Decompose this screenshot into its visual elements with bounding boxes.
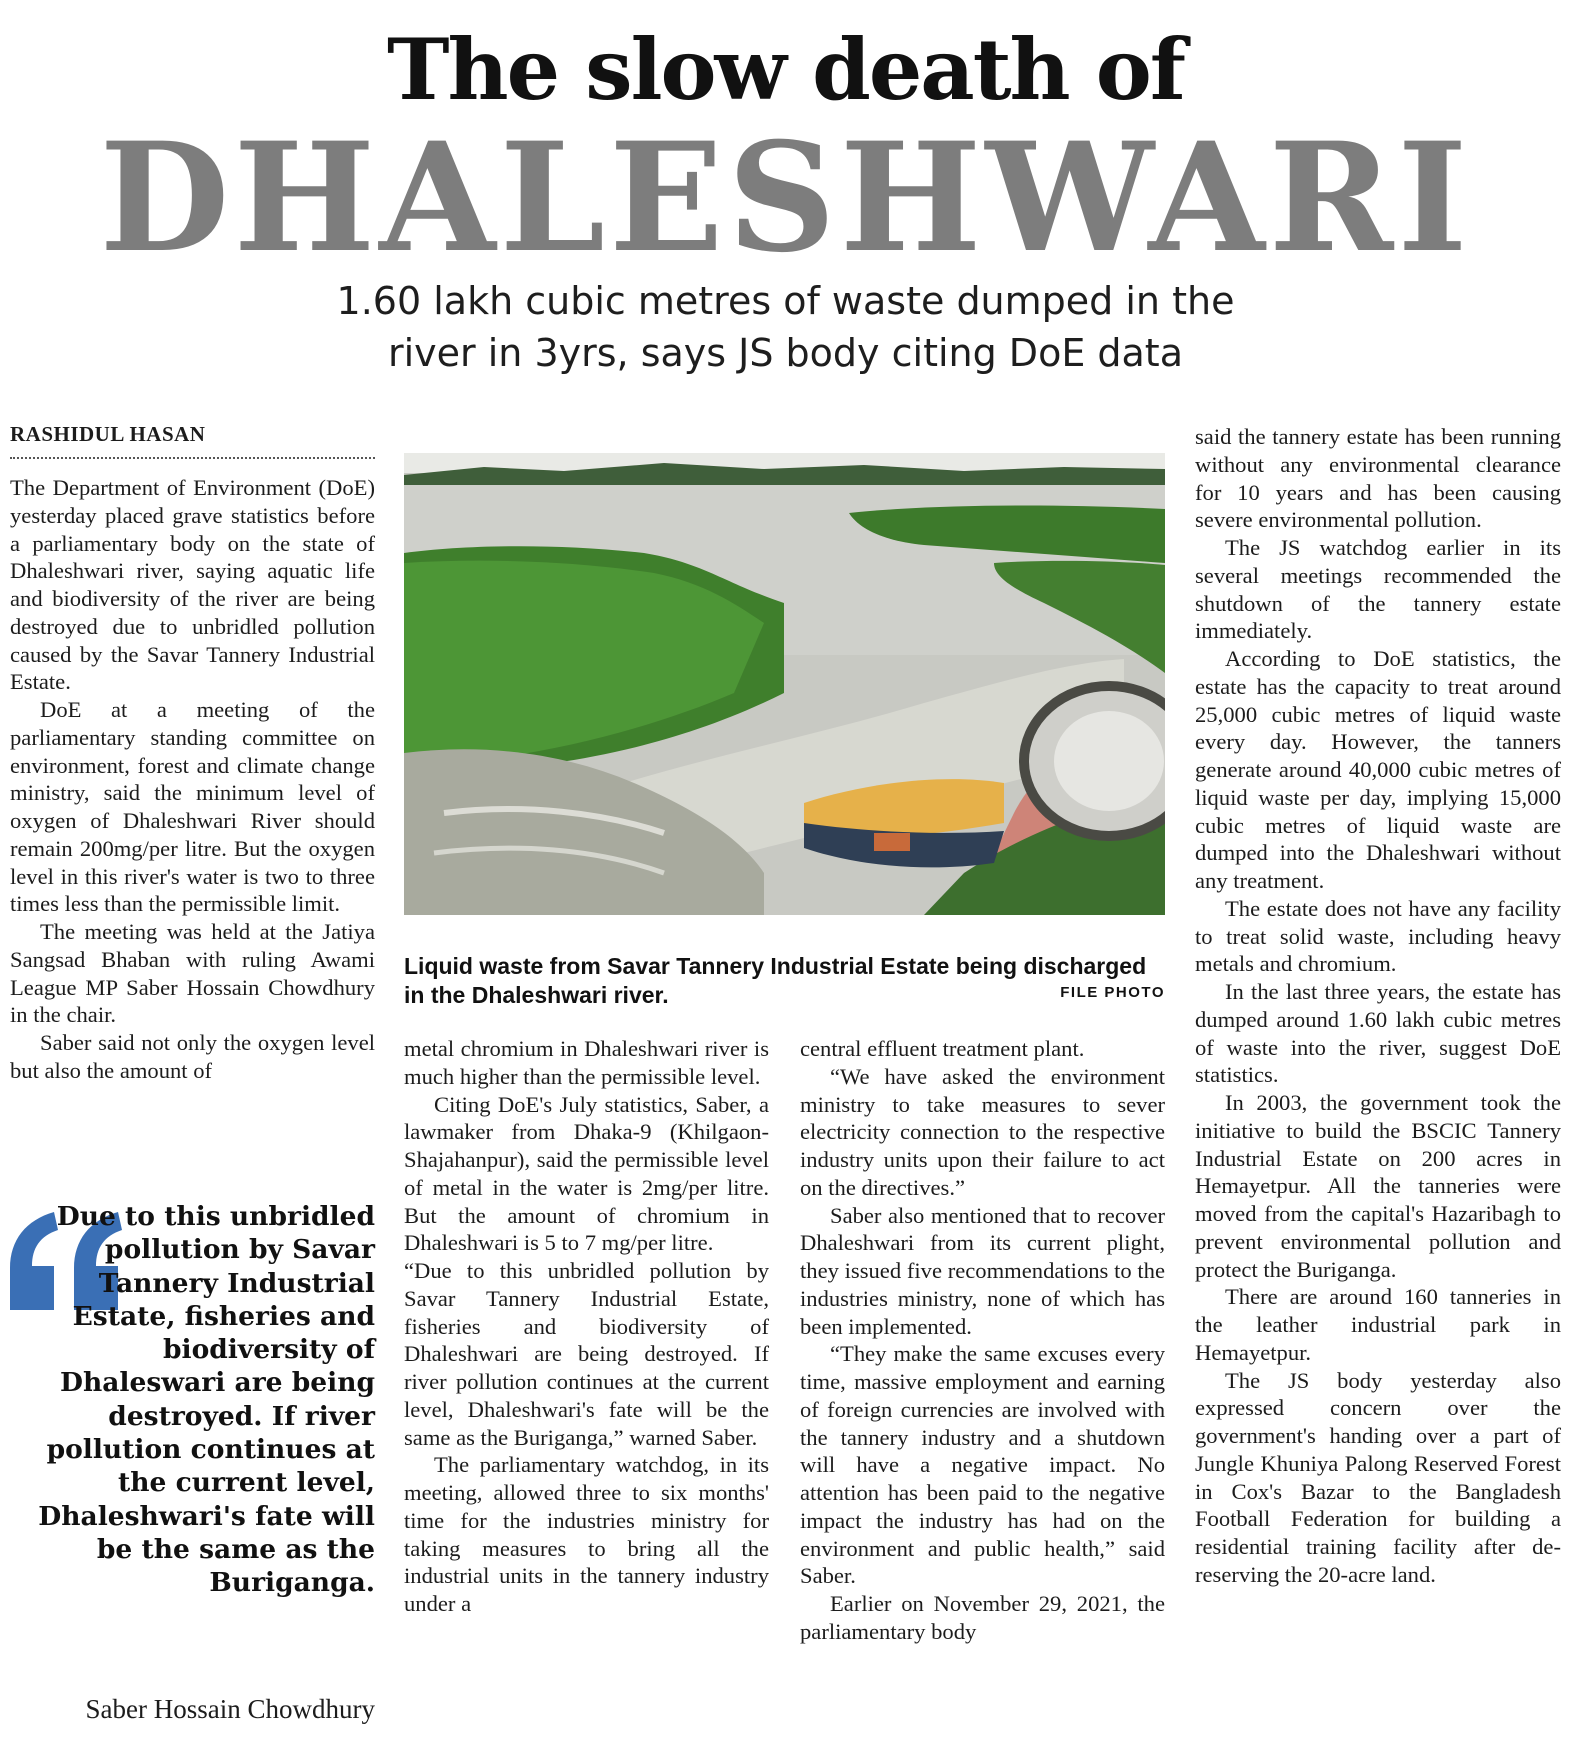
pull-quote-attribution: Saber Hossain Chowdhury [85, 1694, 375, 1724]
headline-main: DHALESHWARI [99, 110, 1472, 286]
paragraph: Saber said not only the oxygen level but also the amount of [10, 1030, 375, 1083]
paragraph: There are around 160 tanneries in the leather industrial park in Hemayetpur. [1195, 1284, 1561, 1365]
paragraph: “Due to this unbridled pollution by Savar Tannery Industrial Estate, fisheries and biodiversity of Dhaleshwari are being destroyed. If river pollution continues at the current level, Dhaleshwari's fate will be the same as the Buriganga,” warned Saber. [404, 1258, 769, 1450]
paragraph: Citing DoE's July statistics, Saber, a lawmaker from Dhaka-9 (Khilgaon-Shajahanpur), said the permissible level of metal in the water is 2mg/per litre. But the amount of chromium in Dhaleshwari is 5 to 7 mg/per litre. [404, 1091, 769, 1256]
headline-kicker: The slow death of [387, 20, 1184, 119]
paragraph: central effluent treatment plant. [800, 1036, 1085, 1061]
byline: RASHIDUL HASAN [10, 422, 375, 459]
caption-text: Liquid waste from Savar Tannery Industrial Estate being discharged in the Dhaleshwari river. [404, 953, 1147, 1008]
photo-credit: FILE PHOTO [1060, 984, 1165, 1001]
article-column-4 [1195, 423, 1561, 1589]
paragraph: “They make the same excuses every time, massive employment and earning of foreign currencies are involved with the tannery industry and a shutdown will have a negative impact. No attention has been paid to the negative impact the industry has had on the environment and public health,” said Saber. [800, 1341, 1165, 1589]
paragraph: In 2003, the government took the initiative to build the BSCIC Tannery Industrial Estate on 200 acres in Hemayetpur. All the tanneries were moved from the capital's Hazaribagh to prevent environmental pollution and protect the Buriganga. [1195, 1090, 1561, 1282]
subheadline-line-1: 1.60 lakh cubic metres of waste dumped in the [336, 279, 1235, 323]
paragraph: The estate does not have any facility to treat solid waste, including heavy metals and chromium. [1195, 895, 1561, 977]
pull-quote: Due to this unbridled pollution by Savar Tannery Industrial Estate, fisheries and biodiversity of Dhaleswari are being destroyed. If river pollution continues at the current level, Dhaleshwari's fate will be the same as the Buriganga. [38, 1201, 375, 1599]
paragraph: The parliamentary watchdog, in its meeting, allowed three to six months' time for the industries ministry for taking measures to bring all the industrial units in the tannery industry under a [404, 1452, 769, 1616]
paragraph: The JS watchdog earlier in its several meetings recommended the shutdown of the tannery estate immediately. [1195, 535, 1561, 644]
article-column-2 [404, 1035, 769, 1618]
paragraph: The JS body yesterday also expressed concern over the government's handing over a part of Jungle Khuniya Palong Reserved Forest in Cox's Bazar to the Bangladesh Football Federation for building a residential training facility after de-reserving the 20-acre land. [1195, 1367, 1561, 1587]
river-photo [404, 453, 1165, 915]
paragraph: “We have asked the environment ministry to take measures to sever electricity connection to the respective industry units upon their failure to act on the directives.” [800, 1063, 1165, 1200]
paragraph: Earlier on November 29, 2021, the parliamentary body [800, 1591, 1165, 1644]
article-column-1 [10, 474, 375, 1085]
paragraph: DoE at a meeting of the parliamentary standing committee on environment, forest and climate change ministry, said the minimum level of oxygen of Dhaleshwari River should remain 200mg/per litre. But the oxygen level in this river's water is two to three times less than the permissible limit. [10, 697, 375, 917]
paragraph: Saber also mentioned that to recover Dhaleshwari from its current plight, they issued five recommendations to the industries ministry, none of which has been implemented. [800, 1202, 1165, 1339]
article-column-3 [800, 1035, 1165, 1646]
paragraph: The meeting was held at the Jatiya Sangsad Bhaban with ruling Awami League MP Saber Hossain Chowdhury in the chair. [10, 919, 375, 1028]
photo-caption [404, 952, 1165, 1010]
subheadline [0, 275, 1571, 379]
paragraph: In the last three years, the estate has dumped around 1.60 lakh cubic metres of waste into the river, suggest DoE statistics. [1195, 979, 1561, 1088]
subheadline-line-2: river in 3yrs, says JS body citing DoE data [387, 331, 1183, 375]
paragraph: According to DoE statistics, the estate has the capacity to treat around 25,000 cubic metres of liquid waste every day. However, the tanners generate around 40,000 cubic metres of liquid waste per day, implying 15,000 cubic metres of liquid waste are dumped into the Dhaleshwari without any treatment. [1195, 646, 1561, 893]
paragraph: said the tannery estate has been running without any environmental clearance for 10 years and has been causing severe environmental pollution. [1195, 424, 1561, 533]
paragraph: The Department of Environment (DoE) yesterday placed grave statistics before a parliamentary body on the state of Dhaleshwari river, saying aquatic life and biodiversity of the river are being destroyed due to unbridled pollution caused by the Savar Tannery Industrial Estate. [10, 475, 375, 695]
paragraph: metal chromium in Dhaleshwari river is much higher than the permissible level. [404, 1036, 769, 1089]
